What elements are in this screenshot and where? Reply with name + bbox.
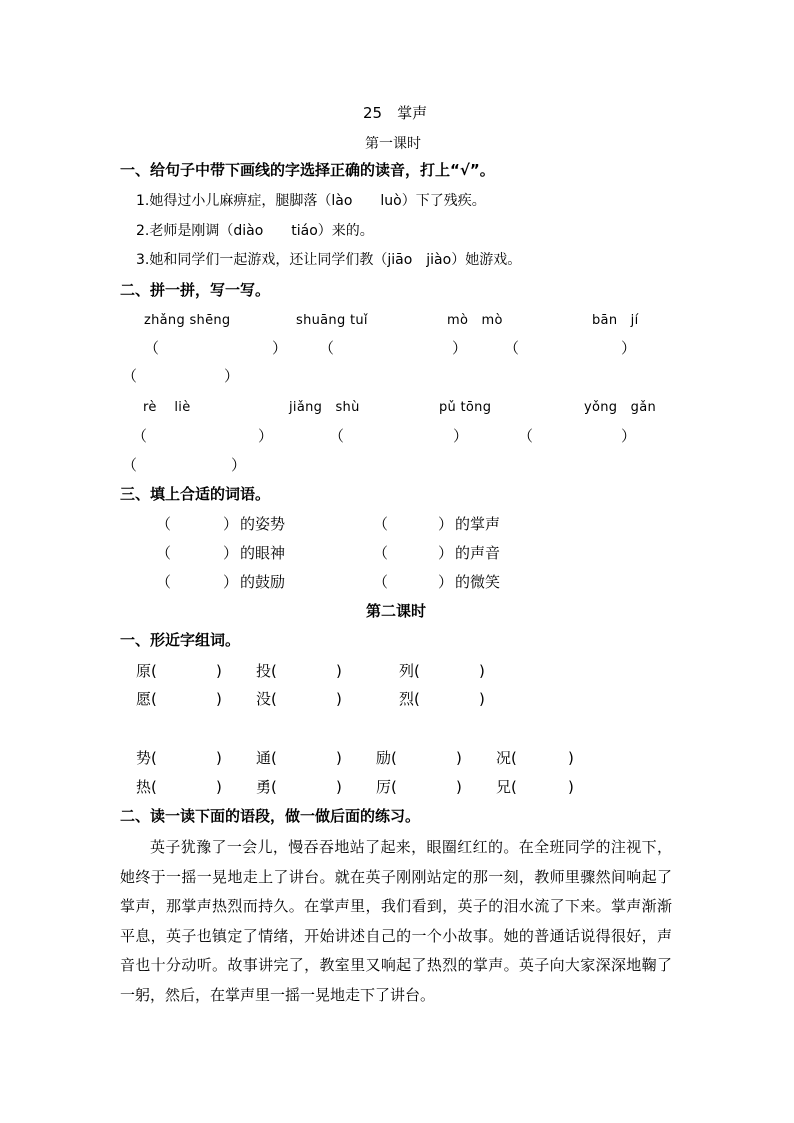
answer-paren-close: ） (224, 367, 240, 385)
answer-paren-close: ） (231, 456, 247, 474)
char-blank: 热( (136, 778, 157, 796)
char-blank-close: ) (216, 690, 222, 708)
l2-s2-heading: 二、读一读下面的语段，做一做后面的练习。 (120, 807, 421, 825)
l1-s1-item-2: 2.老师是刚调（diào tiáo）来的。 (136, 223, 374, 239)
fill-paren-open: （ (156, 573, 172, 591)
fill-phrase: 的掌声 (455, 515, 501, 533)
answer-paren-open: （ (122, 367, 138, 385)
fill-phrase: 的微笑 (455, 573, 501, 591)
char-blank: 厉( (376, 778, 397, 796)
fill-paren-close: ） (438, 544, 454, 562)
answer-paren-close: ） (621, 339, 637, 357)
char-blank-close: ) (479, 662, 485, 680)
char-blank: 勇( (256, 778, 277, 796)
char-blank: 通( (256, 749, 277, 767)
char-blank: 烈( (399, 690, 420, 708)
fill-paren-close: ） (223, 544, 239, 562)
l1-s1-item-1: 1.她得过小儿麻痹症，腿脚落（lào luò）下了残疾。 (136, 193, 486, 209)
char-blank-close: ) (568, 778, 574, 796)
pinyin-6: jiǎng shù (289, 400, 360, 415)
fill-phrase: 的眼神 (240, 544, 286, 562)
page-title: 25 掌声 (363, 104, 428, 122)
char-blank: 况( (496, 749, 517, 767)
reading-passage: 英子犹豫了一会儿，慢吞吞地站了起来，眼圈红红的。在全班同学的注视下，她终于一摇一晃地走上了讲台。就在英子刚刚站定的那一刻，教师里骤然间响起了掌声，那掌声热烈而持久。在掌声里，我们看到，英子的泪水流了下来。掌声渐渐平息，英子也镇定了情绪，开始讲述自己的一个小故事。她的普通话说得很好，声音也十分动听。故事讲完了，教室里又响起了热烈的掌声。英子向大家深深地鞠了一躬，然后，在掌声里一摇一晃地走下了讲台。 (120, 838, 672, 1004)
char-blank: 列( (399, 662, 420, 680)
char-blank: 投( (256, 662, 277, 680)
char-blank-close: ) (216, 749, 222, 767)
answer-paren-close: ） (453, 427, 469, 445)
char-blank-close: ) (336, 749, 342, 767)
fill-paren-close: ） (438, 573, 454, 591)
char-blank: 势( (136, 749, 157, 767)
answer-paren-open: （ (132, 427, 148, 445)
pinyin-7: pǔ tōng (439, 400, 492, 415)
answer-paren-open: （ (319, 339, 335, 357)
l1-s2-heading: 二、拼一拼，写一写。 (120, 281, 271, 299)
pinyin-8: yǒng gǎn (584, 400, 656, 415)
char-blank: 兄( (496, 778, 517, 796)
answer-paren-open: （ (504, 339, 520, 357)
fill-paren-close: ） (223, 515, 239, 533)
fill-phrase: 的鼓励 (240, 573, 286, 591)
fill-paren-open: （ (373, 515, 389, 533)
fill-paren-open: （ (156, 544, 172, 562)
char-blank-close: ) (456, 778, 462, 796)
char-blank-close: ) (568, 749, 574, 767)
l1-s1-item-3: 3.她和同学们一起游戏，还让同学们教（jiāo jiào）她游戏。 (136, 252, 522, 268)
char-blank: 愿( (136, 690, 157, 708)
answer-paren-close: ） (452, 339, 468, 357)
answer-paren-close: ） (621, 427, 637, 445)
l2-s1-heading: 一、形近字组词。 (120, 631, 241, 649)
char-blank: 没( (256, 690, 277, 708)
answer-paren-close: ） (258, 427, 274, 445)
pinyin-3: mò mò (447, 313, 503, 328)
answer-paren-open: （ (518, 427, 534, 445)
lesson2-heading: 第二课时 (366, 602, 427, 620)
char-blank-close: ) (479, 690, 485, 708)
answer-paren-close: ） (272, 339, 288, 357)
pinyin-2: shuāng tuǐ (296, 313, 368, 328)
fill-paren-close: ） (223, 573, 239, 591)
l1-s1-heading: 一、给句子中带下画线的字选择正确的读音，打上“√”。 (120, 161, 495, 179)
pinyin-1: zhǎng shēng (144, 313, 231, 328)
char-blank-close: ) (456, 749, 462, 767)
char-blank-close: ) (336, 690, 342, 708)
fill-phrase: 的声音 (455, 544, 501, 562)
char-blank-close: ) (336, 662, 342, 680)
fill-paren-open: （ (156, 515, 172, 533)
answer-paren-open: （ (122, 456, 138, 474)
char-blank: 原( (136, 662, 157, 680)
char-blank-close: ) (216, 662, 222, 680)
fill-paren-open: （ (373, 573, 389, 591)
answer-paren-open: （ (144, 339, 160, 357)
fill-phrase: 的姿势 (240, 515, 286, 533)
answer-paren-open: （ (329, 427, 345, 445)
l1-s3-heading: 三、填上合适的词语。 (120, 485, 271, 503)
pinyin-5: rè liè (143, 400, 191, 415)
pinyin-4: bān jí (592, 313, 639, 328)
fill-paren-open: （ (373, 544, 389, 562)
char-blank: 励( (376, 749, 397, 767)
char-blank-close: ) (336, 778, 342, 796)
lesson1-heading: 第一课时 (365, 136, 421, 152)
fill-paren-close: ） (438, 515, 454, 533)
char-blank-close: ) (216, 778, 222, 796)
